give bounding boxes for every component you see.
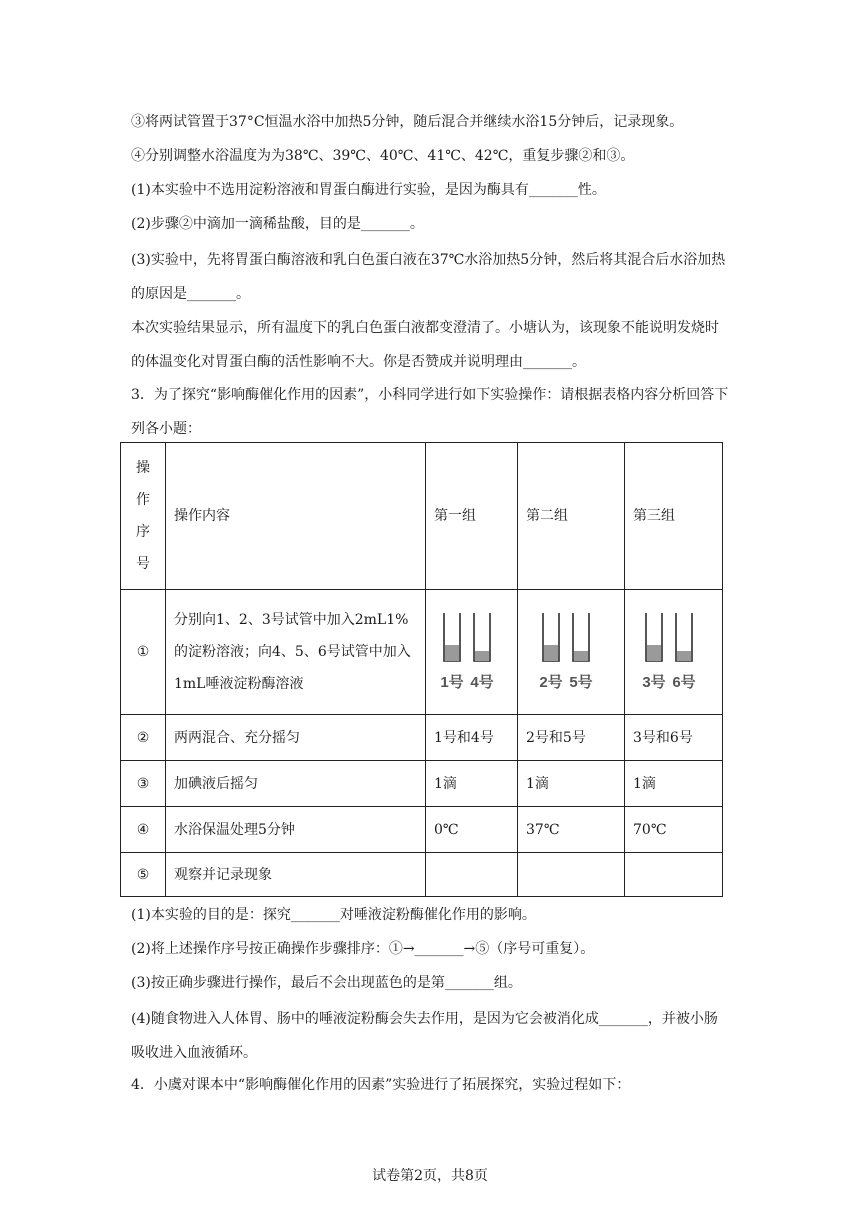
- step-4-text: ④分别调整水浴温度为为38℃、39℃、40℃、41℃、42℃，重复步骤②和③。: [131, 148, 635, 164]
- step-number: ③: [121, 761, 166, 807]
- result-text: 本次实验结果显示，所有温度下的乳白色蛋白液都变澄清了。小塘认为，该现象不能说明发烧时的体温变化对胃蛋白酶的活性影响不大。你是否赞成并说明理由_______。: [131, 320, 719, 370]
- page-footer: 试卷第2页，共8页: [372, 1168, 488, 1184]
- tube-label: 3号: [641, 674, 666, 691]
- group-3-header: 第三组: [625, 443, 723, 590]
- tube-label: 2号: [539, 674, 563, 691]
- step-3-text: ③将两试管置于37°C恒温水浴中加热5分钟，随后混合并继续水浴15分钟后，记录现象。: [131, 114, 684, 130]
- tube-label: 6号: [671, 674, 696, 691]
- group-1-cell: 1滴: [426, 761, 518, 807]
- group-2-cell: 1滴: [518, 761, 625, 807]
- test-tubes-3-6-illustration: [638, 609, 710, 695]
- step-number: ④: [121, 807, 166, 853]
- problem-3-stem: 3．为了探究“影响酶催化作用的因素”，小科同学进行如下实验操作：请根据表格内容分析回答下列各小题：: [131, 387, 729, 437]
- group-1-header: 第一组: [426, 443, 518, 590]
- p3-question-3-text: (3)按正确步骤进行操作，最后不会出现蓝色的是第_______组。: [131, 975, 522, 991]
- step-content: 加碘液后摇匀: [166, 761, 426, 807]
- table-row: [121, 761, 723, 807]
- content-header: 操作内容: [166, 443, 426, 590]
- question-3-text: (3)实验中，先将胃蛋白酶溶液和乳白色蛋白液在37℃水浴加热5分钟，然后将其混合后水浴加热的原因是_______。: [131, 252, 726, 302]
- experiment-table: [120, 442, 723, 897]
- tube-label: 4号: [469, 674, 494, 691]
- table-row: [121, 715, 723, 761]
- test-tubes-1-4-illustration: [436, 609, 508, 695]
- table-row: [121, 853, 723, 897]
- tube-label: 1号: [439, 674, 464, 691]
- step-content: 两两混合、充分摇匀: [166, 715, 426, 761]
- step-number: ②: [121, 715, 166, 761]
- group-3-tubes: [625, 590, 723, 715]
- question-2-text: (2)步骤②中滴加一滴稀盐酸，目的是_______。: [131, 216, 424, 232]
- p3-question-4-text: (4)随食物进入人体胃、肠中的唾液淀粉酶会失去作用，是因为它会被消化成_______，并被小肠吸收进入血液循环。: [131, 1011, 718, 1061]
- step-number: ①: [121, 590, 166, 715]
- question-1-text: (1)本实验中不选用淀粉溶液和胃蛋白酶进行实验，是因为酶具有_______性。: [131, 182, 606, 198]
- group-2-cell: 37℃: [518, 807, 625, 853]
- step-content: 水浴保温处理5分钟: [166, 807, 426, 853]
- step-number-header: 操 作 序 号: [121, 443, 166, 590]
- step-content: 观察并记录现象: [166, 853, 426, 897]
- group-2-cell: 2号和5号: [518, 715, 625, 761]
- table-row: [121, 807, 723, 853]
- group-1-tubes: [426, 590, 518, 715]
- group-2-tubes: [518, 590, 625, 715]
- group-1-cell: [426, 853, 518, 897]
- group-2-cell: [518, 853, 625, 897]
- group-1-cell: 1号和4号: [426, 715, 518, 761]
- p3-question-1-text: (1)本实验的目的是：探究_______对唾液淀粉酶催化作用的影响。: [131, 907, 536, 923]
- group-3-cell: 1滴: [625, 761, 723, 807]
- group-2-header: 第二组: [518, 443, 625, 590]
- p3-question-2-text: (2)将上述操作序号按正确操作步骤排序：①→_______→⑤（序号可重复）。: [131, 941, 595, 957]
- group-3-cell: 3号和6号: [625, 715, 723, 761]
- step-number: ⑤: [121, 853, 166, 897]
- test-tubes-2-5-illustration: [535, 609, 607, 695]
- step-content: 分别向1、2、3号试管中加入2mL1%的淀粉溶液；向4、5、6号试管中加入1mL唾液淀粉酶溶液: [166, 590, 426, 715]
- group-3-cell: [625, 853, 723, 897]
- tube-label: 5号: [569, 674, 593, 691]
- table-header-row: [121, 443, 723, 590]
- group-1-cell: 0℃: [426, 807, 518, 853]
- group-3-cell: 70℃: [625, 807, 723, 853]
- table-row: [121, 590, 723, 715]
- problem-4-stem: 4．小虞对课本中“影响酶催化作用的因素”实验进行了拓展探究，实验过程如下：: [131, 1077, 631, 1093]
